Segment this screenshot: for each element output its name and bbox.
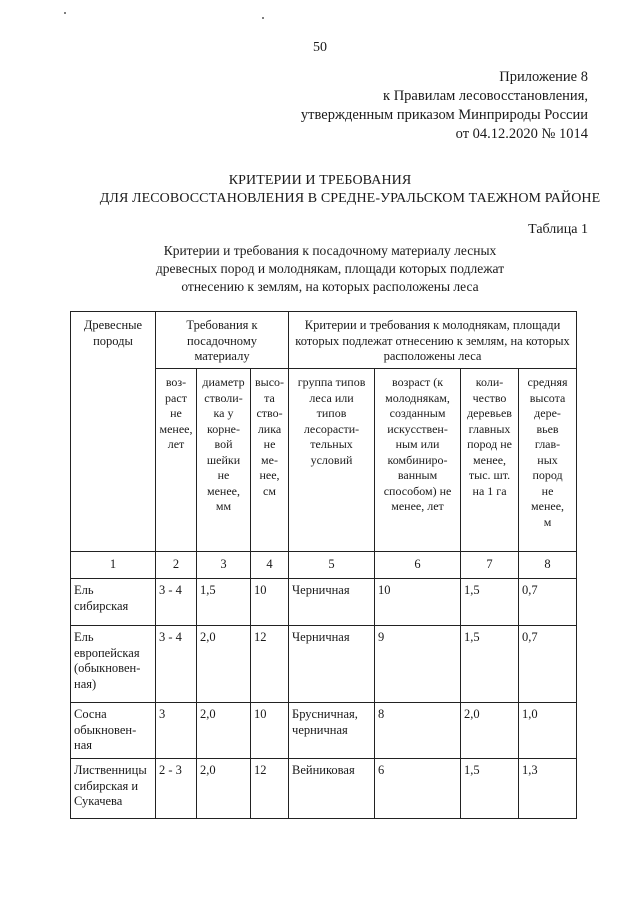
subheader-cell: диаметр стволи- ка у корне- вой шейки не менее, мм xyxy=(197,369,251,552)
appendix-reference xyxy=(301,68,588,144)
forest-type-cell: Брусничная, черничная xyxy=(289,703,375,759)
species-cell: Ель сибирская xyxy=(71,579,156,626)
appendix-line: утвержденным приказом Минприроды России xyxy=(300,107,588,123)
table-row xyxy=(71,626,577,703)
diameter-cell: 2,0 xyxy=(197,759,251,819)
tree-count-cell: 2,0 xyxy=(461,703,519,759)
header-young-stands: Критерии и требования к молоднякам, площади которых подлежат отнесению к землям, на которых расположены леса xyxy=(289,312,577,369)
height-cell: 10 xyxy=(251,579,289,626)
height-cell: 12 xyxy=(251,759,289,819)
diameter-cell: 1,5 xyxy=(197,579,251,626)
column-number: 3 xyxy=(197,552,251,579)
column-number: 7 xyxy=(461,552,519,579)
subheader-cell: возраст (к молоднякам, созданным искусствен- ным или комбиниро- ванным способом) не менее, лет xyxy=(375,369,461,552)
table-row xyxy=(71,759,577,819)
age-cell: 3 - 4 xyxy=(156,579,197,626)
caption-line: Критерии и требования к посадочному материалу лесных xyxy=(163,243,497,258)
title-line: КРИТЕРИИ И ТРЕБОВАНИЯ xyxy=(228,173,412,188)
height-cell: 12 xyxy=(251,626,289,703)
age-cell: 3 xyxy=(156,703,197,759)
table-caption xyxy=(0,242,640,296)
tree-count-cell: 1,5 xyxy=(461,579,519,626)
forest-type-cell: Черничная xyxy=(289,579,375,626)
subheader-cell: высо- та ство- лика не ме- нее, см xyxy=(251,369,289,552)
header-species: Древесные породы xyxy=(71,312,156,552)
table-label: Таблица 1 xyxy=(528,222,588,237)
column-number: 6 xyxy=(375,552,461,579)
caption-line: отнесению к землям, на которых расположены леса xyxy=(181,279,479,294)
height-cell: 10 xyxy=(251,703,289,759)
header-planting-material: Требования к посадочному материалу xyxy=(156,312,289,369)
subheader-cell: средняя высота дере- вьев глав- ных пород не менее, м xyxy=(519,369,577,552)
diameter-cell: 2,0 xyxy=(197,703,251,759)
avg-height-cell: 0,7 xyxy=(519,626,577,703)
forest-type-cell: Вейниковая xyxy=(289,759,375,819)
age-cell: 2 - 3 xyxy=(156,759,197,819)
young-age-cell: 10 xyxy=(375,579,461,626)
species-cell: Ель европейская (обыкновен- ная) xyxy=(71,626,156,703)
caption-line: древесных пород и молоднякам, площади которых подлежат xyxy=(155,261,505,276)
criteria-table xyxy=(70,311,577,819)
diameter-cell: 2,0 xyxy=(197,626,251,703)
young-age-cell: 8 xyxy=(375,703,461,759)
page-number: 50 xyxy=(313,40,327,55)
young-age-cell: 9 xyxy=(375,626,461,703)
avg-height-cell: 0,7 xyxy=(519,579,577,626)
column-number: 1 xyxy=(71,552,156,579)
column-number: 8 xyxy=(519,552,577,579)
subheader-cell: группа типов леса или типов лесорасти- тельных условий xyxy=(289,369,375,552)
appendix-line: Приложение 8 xyxy=(499,69,588,85)
scan-speck xyxy=(262,17,264,19)
column-number-row xyxy=(71,552,577,579)
age-cell: 3 - 4 xyxy=(156,626,197,703)
young-age-cell: 6 xyxy=(375,759,461,819)
avg-height-cell: 1,0 xyxy=(519,703,577,759)
column-number: 5 xyxy=(289,552,375,579)
title-line: ДЛЯ ЛЕСОВОССТАНОВЛЕНИЯ В СРЕДНЕ-УРАЛЬСКОМ ТАЕЖНОМ РАЙОНЕ xyxy=(99,191,601,206)
header-row xyxy=(71,312,577,369)
subheader-cell: коли- чество деревьев главных пород не менее, тыс. шт. на 1 га xyxy=(461,369,519,552)
column-number: 2 xyxy=(156,552,197,579)
tree-count-cell: 1,5 xyxy=(461,759,519,819)
appendix-line: от 04.12.2020 № 1014 xyxy=(455,126,588,142)
document-title xyxy=(0,172,640,208)
tree-count-cell: 1,5 xyxy=(461,626,519,703)
table-row xyxy=(71,579,577,626)
species-cell: Сосна обыкновен- ная xyxy=(71,703,156,759)
table-row xyxy=(71,703,577,759)
species-cell: Лиственницы сибирская и Сукачева xyxy=(71,759,156,819)
scan-speck xyxy=(64,12,66,14)
column-number: 4 xyxy=(251,552,289,579)
appendix-line: к Правилам лесовосстановления, xyxy=(383,88,588,104)
subheader-cell: воз- раст не менее, лет xyxy=(156,369,197,552)
forest-type-cell: Черничная xyxy=(289,626,375,703)
avg-height-cell: 1,3 xyxy=(519,759,577,819)
